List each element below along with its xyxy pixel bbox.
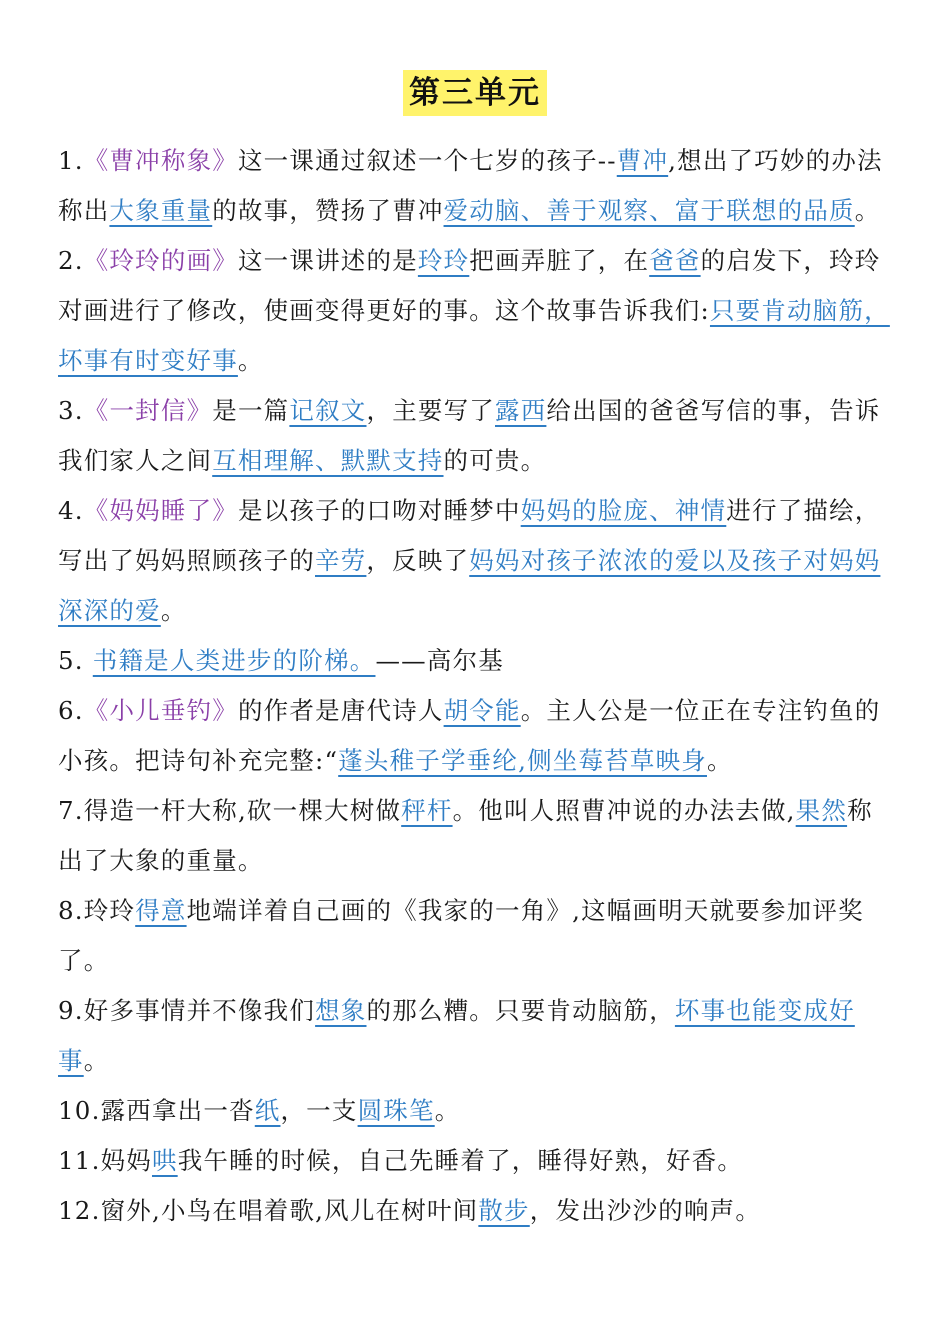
question-text: 给出国的爸爸写信的事，告诉我们家人之间: [58, 396, 881, 475]
answer-text: 爸爸: [649, 246, 701, 275]
answer-text: 哄: [151, 1146, 178, 1175]
answer-text: 胡令能: [443, 696, 521, 725]
question-text: 露西拿出一沓: [100, 1096, 255, 1125]
answer-text: 纸: [254, 1096, 281, 1125]
lesson-title: 《妈妈睡了》: [83, 496, 238, 525]
answer-text: 大象重量: [109, 196, 213, 225]
answer-text: 曹冲: [616, 146, 669, 175]
lesson-title: 《曹冲称象》: [83, 146, 238, 175]
question-text: 得造一杆大称,砍一棵大树做: [83, 796, 402, 825]
question-text: 窗外,小鸟在唱着歌,风儿在树叶间: [100, 1196, 479, 1225]
question-number: 6.: [58, 696, 84, 725]
question-text: 玲玲: [83, 896, 136, 925]
question-number: 2.: [58, 246, 84, 275]
question-text: ，反映了: [366, 546, 470, 575]
question-text: 是以孩子的口吻对睡梦中: [237, 496, 521, 525]
question-text: 。: [706, 746, 733, 775]
question-text: ，主要写了: [366, 396, 495, 425]
title-wrap: [58, 70, 892, 122]
answer-text: 只要肯动脑筋，坏事有时变好事: [58, 296, 890, 375]
question-item: [58, 136, 892, 236]
question-text: 。主人公是一位正在专注钓鱼的小孩。把诗句补充完整:“: [58, 696, 881, 775]
question-number: 8.: [58, 896, 84, 925]
question-item: [58, 786, 892, 886]
question-number: 1.: [58, 146, 84, 175]
question-item: [58, 986, 892, 1086]
question-item: [58, 486, 892, 636]
answer-text: 果然: [795, 796, 848, 825]
question-text: 进行了描绘，写出了妈妈照顾孩子的: [58, 496, 881, 575]
question-text: 称出了大象的重量。: [58, 796, 873, 875]
question-text: 妈妈: [100, 1146, 152, 1175]
question-text: 地端详着自己画的《我家的一角》,这幅画明天就要参加评奖了。: [58, 896, 864, 975]
question-text: 。: [160, 596, 187, 625]
answer-text: 辛劳: [315, 546, 367, 575]
answer-text: 露西: [495, 396, 547, 425]
question-text: 的那么糟。只要肯动脑筋，: [366, 996, 675, 1025]
question-text: 这一课通过叙述一个七岁的孩子--: [237, 146, 617, 175]
lesson-title: 《小儿垂钓》: [83, 696, 238, 725]
question-text: 这一课讲述的是: [237, 246, 418, 275]
question-text: 。: [83, 1046, 110, 1075]
answer-text: 玲玲: [417, 246, 470, 275]
question-item: [58, 386, 892, 486]
question-text: ——高尔基: [375, 646, 504, 675]
question-number: 10.: [58, 1096, 101, 1125]
question-text: 。: [237, 346, 264, 375]
lesson-title: 《玲玲的画》: [83, 246, 238, 275]
question-number: 9.: [58, 996, 84, 1025]
answer-text: 书籍是人类进步的阶梯。: [92, 646, 376, 675]
answer-text: 互相理解、默默支持: [212, 446, 444, 475]
question-text: 的作者是唐代诗人: [237, 696, 444, 725]
question-list: [58, 136, 892, 1236]
question-item: [58, 686, 892, 786]
question-number: 4.: [58, 496, 84, 525]
question-number: 5.: [58, 646, 84, 675]
question-text: 是一篇: [212, 396, 290, 425]
question-item: [58, 636, 892, 686]
question-text: ,想出了巧妙的办法称出: [58, 146, 883, 225]
answer-text: 得意: [135, 896, 187, 925]
page-title: 第三单元: [403, 70, 547, 116]
question-number: 3.: [58, 396, 84, 425]
question-number: 11.: [58, 1146, 101, 1175]
question-item: [58, 236, 892, 386]
answer-text: 秤杆: [401, 796, 453, 825]
answer-text: 坏事也能变成好事: [58, 996, 855, 1075]
question-text: 的故事，赞扬了曹冲: [212, 196, 444, 225]
question-number: 12.: [58, 1196, 101, 1225]
answer-text: 蓬头稚子学垂纶,侧坐莓苔草映身: [338, 746, 707, 775]
answer-text: 想象: [315, 996, 367, 1025]
question-text: 我午睡的时候，自己先睡着了，睡得好熟，好香。: [177, 1146, 744, 1175]
answer-text: 记叙文: [289, 396, 367, 425]
question-text: 。: [854, 196, 881, 225]
question-item: [58, 886, 892, 986]
answer-text: 爱动脑、善于观察、富于联想的品质: [443, 196, 855, 225]
question-item: [58, 1186, 892, 1236]
question-text: [84, 646, 93, 675]
answer-text: 散步: [478, 1196, 530, 1225]
question-text: 。: [434, 1096, 461, 1125]
question-text: 把画弄脏了，在: [469, 246, 650, 275]
question-text: 。他叫人照曹冲说的办法去做,: [452, 796, 796, 825]
question-text: 的可贵。: [443, 446, 547, 475]
question-text: ，一支: [280, 1096, 358, 1125]
lesson-title: 《一封信》: [83, 396, 213, 425]
question-item: [58, 1136, 892, 1186]
question-item: [58, 1086, 892, 1136]
answer-text: 妈妈的脸庞、神情: [520, 496, 727, 525]
question-text: 的启发下，玲玲对画进行了修改，使画变得更好的事。这个故事告诉我们:: [58, 246, 881, 325]
question-text: ，发出沙沙的响声。: [529, 1196, 762, 1225]
question-text: 好多事情并不像我们: [83, 996, 316, 1025]
question-number: 7.: [58, 796, 84, 825]
answer-text: 妈妈对孩子浓浓的爱以及孩子对妈妈深深的爱: [58, 546, 881, 625]
answer-text: 圆珠笔: [357, 1096, 435, 1125]
